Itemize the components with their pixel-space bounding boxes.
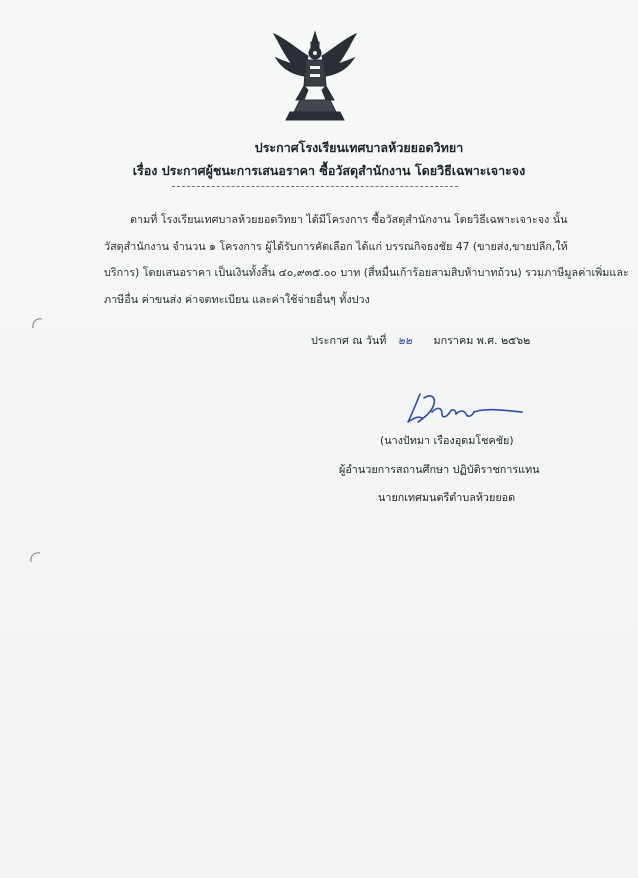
body-line-2: วัสดุสำนักงาน จำนวน ๑ โครงการ ผู้ได้รับการคัดเลือก ได้แก่ บรรณกิจธงชัย 47 (ขายส่ง,ขายปลีก,ให้ [104, 240, 568, 253]
date-prefix: ประกาศ ณ วันที่ [311, 334, 387, 347]
signatory-name: (นางปัทมา เรืองอุดมโชคชัย) [380, 434, 514, 447]
signatory-position-2: นายกเทศมนตรีตำบลห้วยยอด [378, 491, 516, 504]
divider [172, 186, 458, 187]
date-day: ๒๒ [397, 334, 413, 347]
handwritten-signature-icon [398, 388, 528, 430]
garuda-emblem-icon [270, 30, 360, 122]
body-line-3: บริการ) โดยเสนอราคา เป็นเงินทั้งสิ้น ๔๐,๙๓๕.๐๐ บาท (สี่หมื่นเก้าร้อยสามสิบห้าบาทถ้วน) รวมภาษีมูลค่าเพิ่มและ [104, 266, 629, 279]
body-line-4: ภาษีอื่น ค่าขนส่ง ค่าจดทะเบียน และค่าใช้จ่ายอื่นๆ ทั้งปวง [104, 293, 370, 306]
document-title: ประกาศโรงเรียนเทศบาลห้วยยอดวิทยา [254, 140, 464, 155]
punch-hole-icon [30, 316, 44, 330]
document-subject: เรื่อง ประกาศผู้ชนะการเสนอราคา ซื้อวัสดุสำนักงาน โดยวิธีเฉพาะเจาะจง [132, 163, 526, 178]
body-line-1: ตามที่ โรงเรียนเทศบาลห้วยยอดวิทยา ได้มีโครงการ ซื้อวัสดุสำนักงาน โดยวิธีเฉพาะเจาะจง นั้น [130, 213, 568, 226]
date-month-year: มกราคม พ.ศ. ๒๕๖๒ [433, 334, 531, 347]
announcement-date [311, 332, 530, 349]
signatory-position-1: ผู้อำนวยการสถานศึกษา ปฏิบัติราชการแทน [339, 463, 540, 476]
punch-hole-icon [28, 550, 42, 564]
